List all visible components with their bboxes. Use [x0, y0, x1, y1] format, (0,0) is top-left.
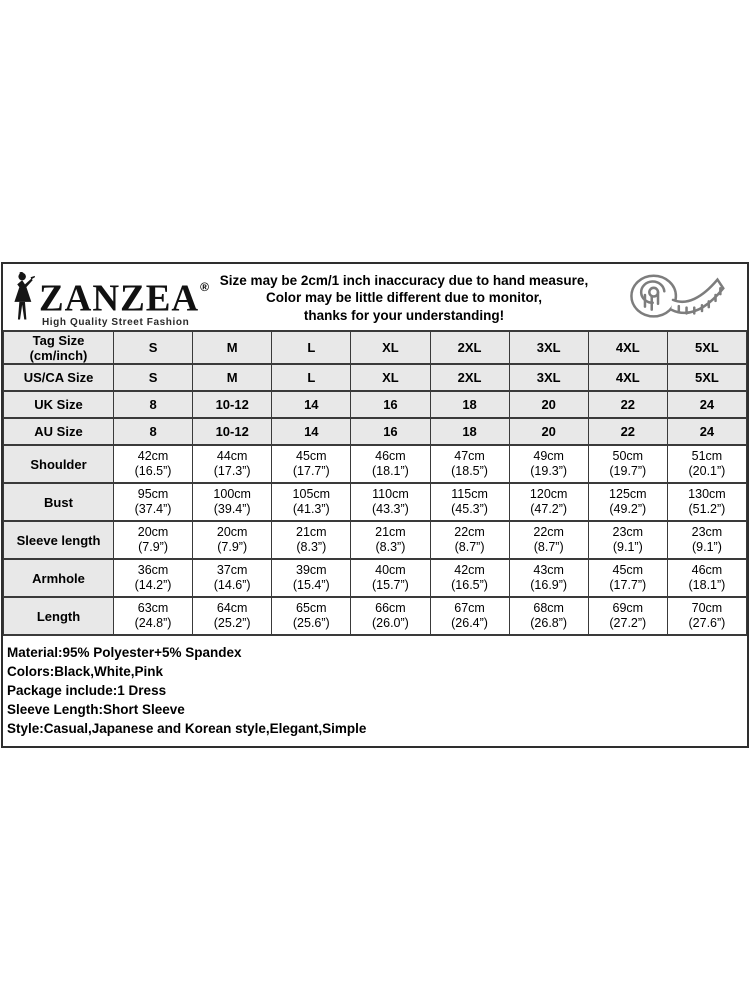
size-cell: 5XL: [667, 364, 746, 391]
size-cell: 14: [272, 418, 351, 445]
cm-value: 50cm: [612, 448, 644, 463]
size-cell: M: [193, 364, 272, 391]
registered-mark: ®: [200, 280, 209, 294]
notice-line: Color may be little different due to monitor,: [265, 290, 543, 306]
cm-value: 44cm: [216, 448, 248, 463]
row-label-line: (cm/inch): [29, 347, 88, 363]
size-cell: 8: [114, 391, 193, 418]
cm-value: 20cm: [137, 524, 169, 539]
cm-value: 42cm: [454, 562, 485, 577]
cm-value: 69cm: [612, 600, 644, 615]
measure-cell: [114, 597, 193, 635]
measure-cell: [509, 559, 588, 597]
size-table-body: [4, 331, 747, 635]
notice-line: Size may be 2cm/1 inch inaccuracy due to hand measure,: [219, 272, 589, 288]
inch-value: (9.1”): [612, 540, 643, 554]
cm-value: 46cm: [691, 562, 723, 577]
measure-cell: [588, 597, 667, 635]
measure-cell: [351, 597, 430, 635]
size-cell: S: [114, 331, 193, 364]
measure-cell: [193, 445, 272, 483]
cm-value: 125cm: [609, 486, 647, 501]
size-table: [3, 330, 747, 636]
inch-value: (47.2”): [530, 502, 568, 516]
cm-value: 36cm: [137, 562, 169, 577]
inch-value: (26.4”): [451, 616, 488, 630]
size-notice: [209, 270, 599, 325]
woman-silhouette-icon: [13, 266, 37, 328]
inch-value: (14.2”): [134, 578, 172, 592]
inch-value: (26.8”): [530, 616, 568, 630]
row-label: Sleeve length: [4, 521, 114, 559]
brand-tagline: High Quality Street Fashion: [41, 317, 190, 328]
row-label-line: AU Size: [34, 424, 83, 439]
measure-cell: [272, 559, 351, 597]
cm-value: 23cm: [691, 524, 723, 539]
detail-line-colors: Colors:Black,White,Pink: [7, 664, 164, 679]
measure-cell: [588, 521, 667, 559]
measure-cell: [667, 483, 746, 521]
measuring-tape-icon: [615, 267, 731, 327]
inch-value: (17.7”): [292, 464, 330, 478]
measure-cell: [351, 559, 430, 597]
inch-value: (18.5”): [451, 464, 488, 478]
measure-cell: [351, 483, 430, 521]
inch-value: (7.9”): [138, 540, 168, 554]
size-cell: 14: [272, 391, 351, 418]
size-cell: 16: [351, 418, 430, 445]
cm-value: 21cm: [375, 524, 406, 539]
cm-value: 45cm: [612, 562, 644, 577]
size-cell: 24: [667, 418, 746, 445]
size-cell: 8: [114, 418, 193, 445]
row-label: [4, 364, 114, 391]
size-cell: XL: [351, 364, 430, 391]
size-cell: 24: [667, 391, 746, 418]
inch-value: (8.7”): [454, 540, 485, 554]
cm-value: 21cm: [296, 524, 327, 539]
inch-value: (39.4”): [213, 502, 251, 516]
cm-value: 20cm: [216, 524, 248, 539]
inch-value: (17.7”): [609, 578, 647, 592]
table-row: [4, 597, 747, 635]
inch-value: (19.7”): [609, 464, 647, 478]
measure-cell: [114, 521, 193, 559]
brand-name: ZANZEA: [38, 277, 200, 320]
measure-cell: [588, 445, 667, 483]
size-cell: S: [114, 364, 193, 391]
measure-cell: [430, 597, 509, 635]
size-chart-sheet: [1, 262, 749, 748]
inch-value: (43.3”): [372, 502, 409, 516]
measure-cell: [430, 559, 509, 597]
inch-value: (18.1”): [372, 464, 409, 478]
cm-value: 66cm: [375, 600, 406, 615]
measure-cell: [667, 445, 746, 483]
cm-value: 65cm: [296, 600, 327, 615]
row-label: Shoulder: [4, 445, 114, 483]
inch-value: (19.3”): [530, 464, 568, 478]
inch-value: (8.7”): [533, 540, 564, 554]
inch-value: (45.3”): [451, 502, 488, 516]
cm-value: 67cm: [454, 600, 485, 615]
row-label: Armhole: [4, 559, 114, 597]
measure-cell: [509, 597, 588, 635]
cm-value: 100cm: [213, 486, 251, 501]
cm-value: 37cm: [216, 562, 248, 577]
inch-value: (25.2”): [213, 616, 251, 630]
inch-value: (9.1”): [692, 540, 722, 554]
measure-cell: [193, 597, 272, 635]
cm-value: 45cm: [296, 448, 327, 463]
measure-cell: [272, 521, 351, 559]
cm-value: 105cm: [292, 486, 331, 501]
table-row: [4, 445, 747, 483]
cm-value: 110cm: [372, 486, 409, 501]
cm-value: 70cm: [691, 600, 723, 615]
inch-value: (16.5”): [134, 464, 172, 478]
size-cell: 4XL: [588, 331, 667, 364]
measure-cell: [114, 483, 193, 521]
cm-value: 42cm: [137, 448, 169, 463]
brand-logo: [3, 266, 209, 328]
cm-value: 95cm: [137, 486, 169, 501]
size-cell: 20: [509, 391, 588, 418]
cm-value: 115cm: [451, 486, 488, 501]
cm-value: 47cm: [454, 448, 485, 463]
measure-cell: [351, 521, 430, 559]
table-row: [4, 483, 747, 521]
measure-cell: [509, 483, 588, 521]
inch-value: (49.2”): [609, 502, 647, 516]
inch-value: (16.5”): [451, 578, 488, 592]
product-details: [3, 636, 747, 746]
size-cell: 4XL: [588, 364, 667, 391]
inch-value: (37.4”): [134, 502, 172, 516]
detail-line-style: Style:Casual,Japanese and Korean style,Elegant,Simple: [7, 721, 367, 736]
inch-value: (14.6”): [213, 578, 251, 592]
size-cell: L: [272, 364, 351, 391]
measure-cell: [351, 445, 430, 483]
size-cell: M: [193, 331, 272, 364]
cm-value: 23cm: [612, 524, 644, 539]
detail-line-material: Material:95% Polyester+5% Spandex: [7, 645, 242, 660]
measure-cell: [114, 559, 193, 597]
inch-value: (15.4”): [292, 578, 330, 592]
size-cell: 5XL: [667, 331, 746, 364]
size-cell: 16: [351, 391, 430, 418]
measure-cell: [193, 559, 272, 597]
measure-cell: [430, 445, 509, 483]
measure-cell: [509, 445, 588, 483]
inch-value: (24.8”): [134, 616, 172, 630]
cm-value: 51cm: [691, 448, 723, 463]
cm-value: 43cm: [533, 562, 564, 577]
row-label: [4, 331, 114, 364]
measure-cell: [509, 521, 588, 559]
cm-value: 22cm: [533, 524, 564, 539]
measure-cell: [667, 597, 746, 635]
size-cell: XL: [351, 331, 430, 364]
size-cell: 2XL: [430, 331, 509, 364]
size-cell: 10-12: [193, 418, 272, 445]
inch-value: (41.3”): [292, 502, 330, 516]
row-label: [4, 391, 114, 418]
size-cell: 10-12: [193, 391, 272, 418]
measure-cell: [430, 521, 509, 559]
notice-line: thanks for your understanding!: [303, 307, 505, 323]
cm-value: 130cm: [688, 486, 726, 501]
size-cell: 22: [588, 391, 667, 418]
row-label-line: UK Size: [34, 397, 83, 412]
inch-value: (8.3”): [296, 540, 327, 554]
measure-cell: [114, 445, 193, 483]
inch-value: (7.9”): [217, 540, 248, 554]
inch-value: (26.0”): [372, 616, 409, 630]
inch-value: (27.6”): [688, 616, 726, 630]
inch-value: (17.3”): [213, 464, 251, 478]
table-row: [4, 418, 747, 445]
inch-value: (16.9”): [530, 578, 568, 592]
table-row: [4, 559, 747, 597]
cm-value: 64cm: [216, 600, 248, 615]
cm-value: 46cm: [375, 448, 406, 463]
inch-value: (18.1”): [688, 578, 726, 592]
cm-value: 68cm: [533, 600, 564, 615]
row-label: Bust: [4, 483, 114, 521]
logo-text: [38, 277, 209, 328]
inch-value: (8.3”): [375, 540, 406, 554]
measure-cell: [193, 483, 272, 521]
size-cell: 20: [509, 418, 588, 445]
cm-value: 39cm: [296, 562, 327, 577]
table-row: [4, 331, 747, 364]
row-label-line: Tag Size: [32, 332, 85, 348]
measure-cell: [272, 483, 351, 521]
measure-cell: [272, 597, 351, 635]
size-cell: L: [272, 331, 351, 364]
size-cell: 18: [430, 418, 509, 445]
inch-value: (27.2”): [609, 616, 647, 630]
detail-line-package: Package include:1 Dress: [7, 683, 167, 698]
detail-line-sleeve: Sleeve Length:Short Sleeve: [7, 702, 185, 717]
cm-value: 120cm: [529, 486, 568, 501]
size-cell: 18: [430, 391, 509, 418]
inch-value: (51.2”): [688, 502, 726, 516]
row-label: [4, 418, 114, 445]
header-band: [3, 264, 747, 330]
inch-value: (20.1”): [688, 464, 726, 478]
measure-cell: [430, 483, 509, 521]
measure-cell: [667, 559, 746, 597]
inch-value: (25.6”): [292, 616, 330, 630]
size-cell: 3XL: [509, 364, 588, 391]
size-cell: 3XL: [509, 331, 588, 364]
measure-cell: [667, 521, 746, 559]
measure-cell: [588, 483, 667, 521]
table-row: [4, 391, 747, 418]
size-cell: 22: [588, 418, 667, 445]
measure-cell: [588, 559, 667, 597]
measure-cell: [272, 445, 351, 483]
row-label: Length: [4, 597, 114, 635]
size-cell: 2XL: [430, 364, 509, 391]
measure-cell: [193, 521, 272, 559]
table-row: [4, 364, 747, 391]
row-label-line: US/CA Size: [23, 370, 94, 385]
inch-value: (15.7”): [372, 578, 409, 592]
cm-value: 49cm: [533, 448, 564, 463]
cm-value: 63cm: [137, 600, 169, 615]
cm-value: 40cm: [375, 562, 406, 577]
cm-value: 22cm: [454, 524, 485, 539]
table-row: [4, 521, 747, 559]
tape-wrap: [599, 267, 747, 327]
